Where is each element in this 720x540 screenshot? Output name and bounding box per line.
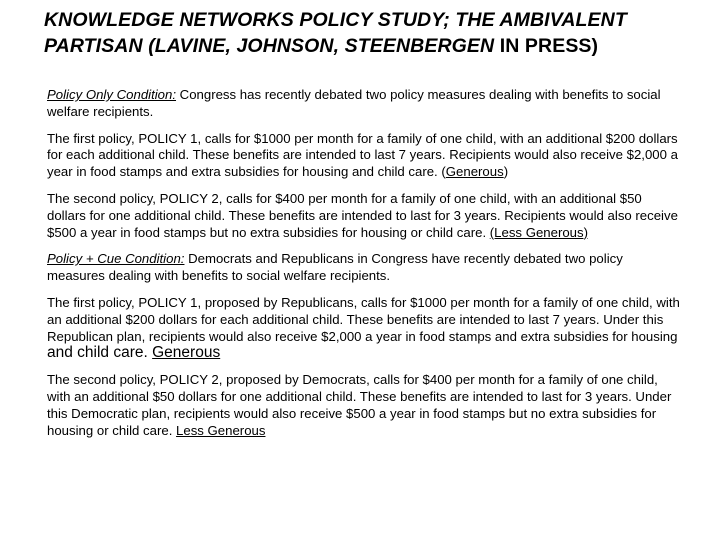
generosity-tag: Generous (152, 344, 221, 362)
paragraph-text: Democrats and Republicans in Congress have recently debated two policy measures dealing with benefits to social welfare recipients. (47, 251, 623, 284)
generosity-tag: (Less Generous) (489, 224, 588, 240)
paragraph-text: The first policy, POLICY 1, proposed by Republicans, calls for $1000 per month for a family of one child, with an additional $200 dollars for each additional child. These benefits are intended to last 7 years. Under this Republican plan, recipients would also receive $2,000 a year in food stamps and extra subsidies for housing (47, 294, 680, 344)
paragraph-policy-only (44, 87, 684, 121)
paragraph-cue-policy-1 (44, 295, 684, 362)
paragraph-policy-2 (44, 191, 684, 241)
title-italic: KNOWLEDGE NETWORKS POLICY STUDY; THE AMBIVALENT PARTISAN (LAVINE, JOHNSON, STEENBERGEN (44, 9, 627, 57)
paragraph-policy-1 (44, 131, 684, 181)
paragraph-text-large: and child care. (47, 344, 153, 362)
paragraph-text: The second policy, POLICY 2, proposed by Democrats, calls for $400 per month for a family of one child, with an additional $50 dollars for one additional child. These benefits are intended to last for 3 years. Under this Democratic plan, recipients would also receive $500 a year in food stamps but no extra subsidies for housing or child care. (47, 372, 672, 438)
condition-label: Policy + Cue Condition: (47, 251, 185, 267)
paragraph-close: ) (503, 164, 509, 180)
generosity-tag: Generous (445, 164, 504, 180)
title-upright: IN PRESS) (494, 35, 599, 57)
paragraph-policy-cue (44, 251, 684, 285)
paragraph-text: The second policy, POLICY 2, calls for $400 per month for a family of one child, with an additional $50 dollars for one additional child. These benefits are intended to last for 3 years. Recipients would also receive $500 a year in food stamps but no extra subsidies for housing or child care. (47, 190, 678, 240)
generosity-tag: Less Generous (176, 422, 266, 438)
slide-body (44, 87, 684, 449)
slide-title (44, 7, 664, 59)
condition-label: Policy Only Condition: (47, 87, 177, 102)
paragraph-text: Congress has recently debated two policy measures dealing with benefits to social welfare recipients. (47, 87, 661, 119)
paragraph-cue-policy-2 (44, 372, 684, 439)
paragraph-text: The first policy, POLICY 1, calls for $1000 per month for a family of one child, with an additional $200 dollars for each additional child. These benefits are intended to last 7 years. Recipients would also receive $2,000 a year in food stamps and extra subsidies for housing and child care. ( (47, 130, 678, 180)
